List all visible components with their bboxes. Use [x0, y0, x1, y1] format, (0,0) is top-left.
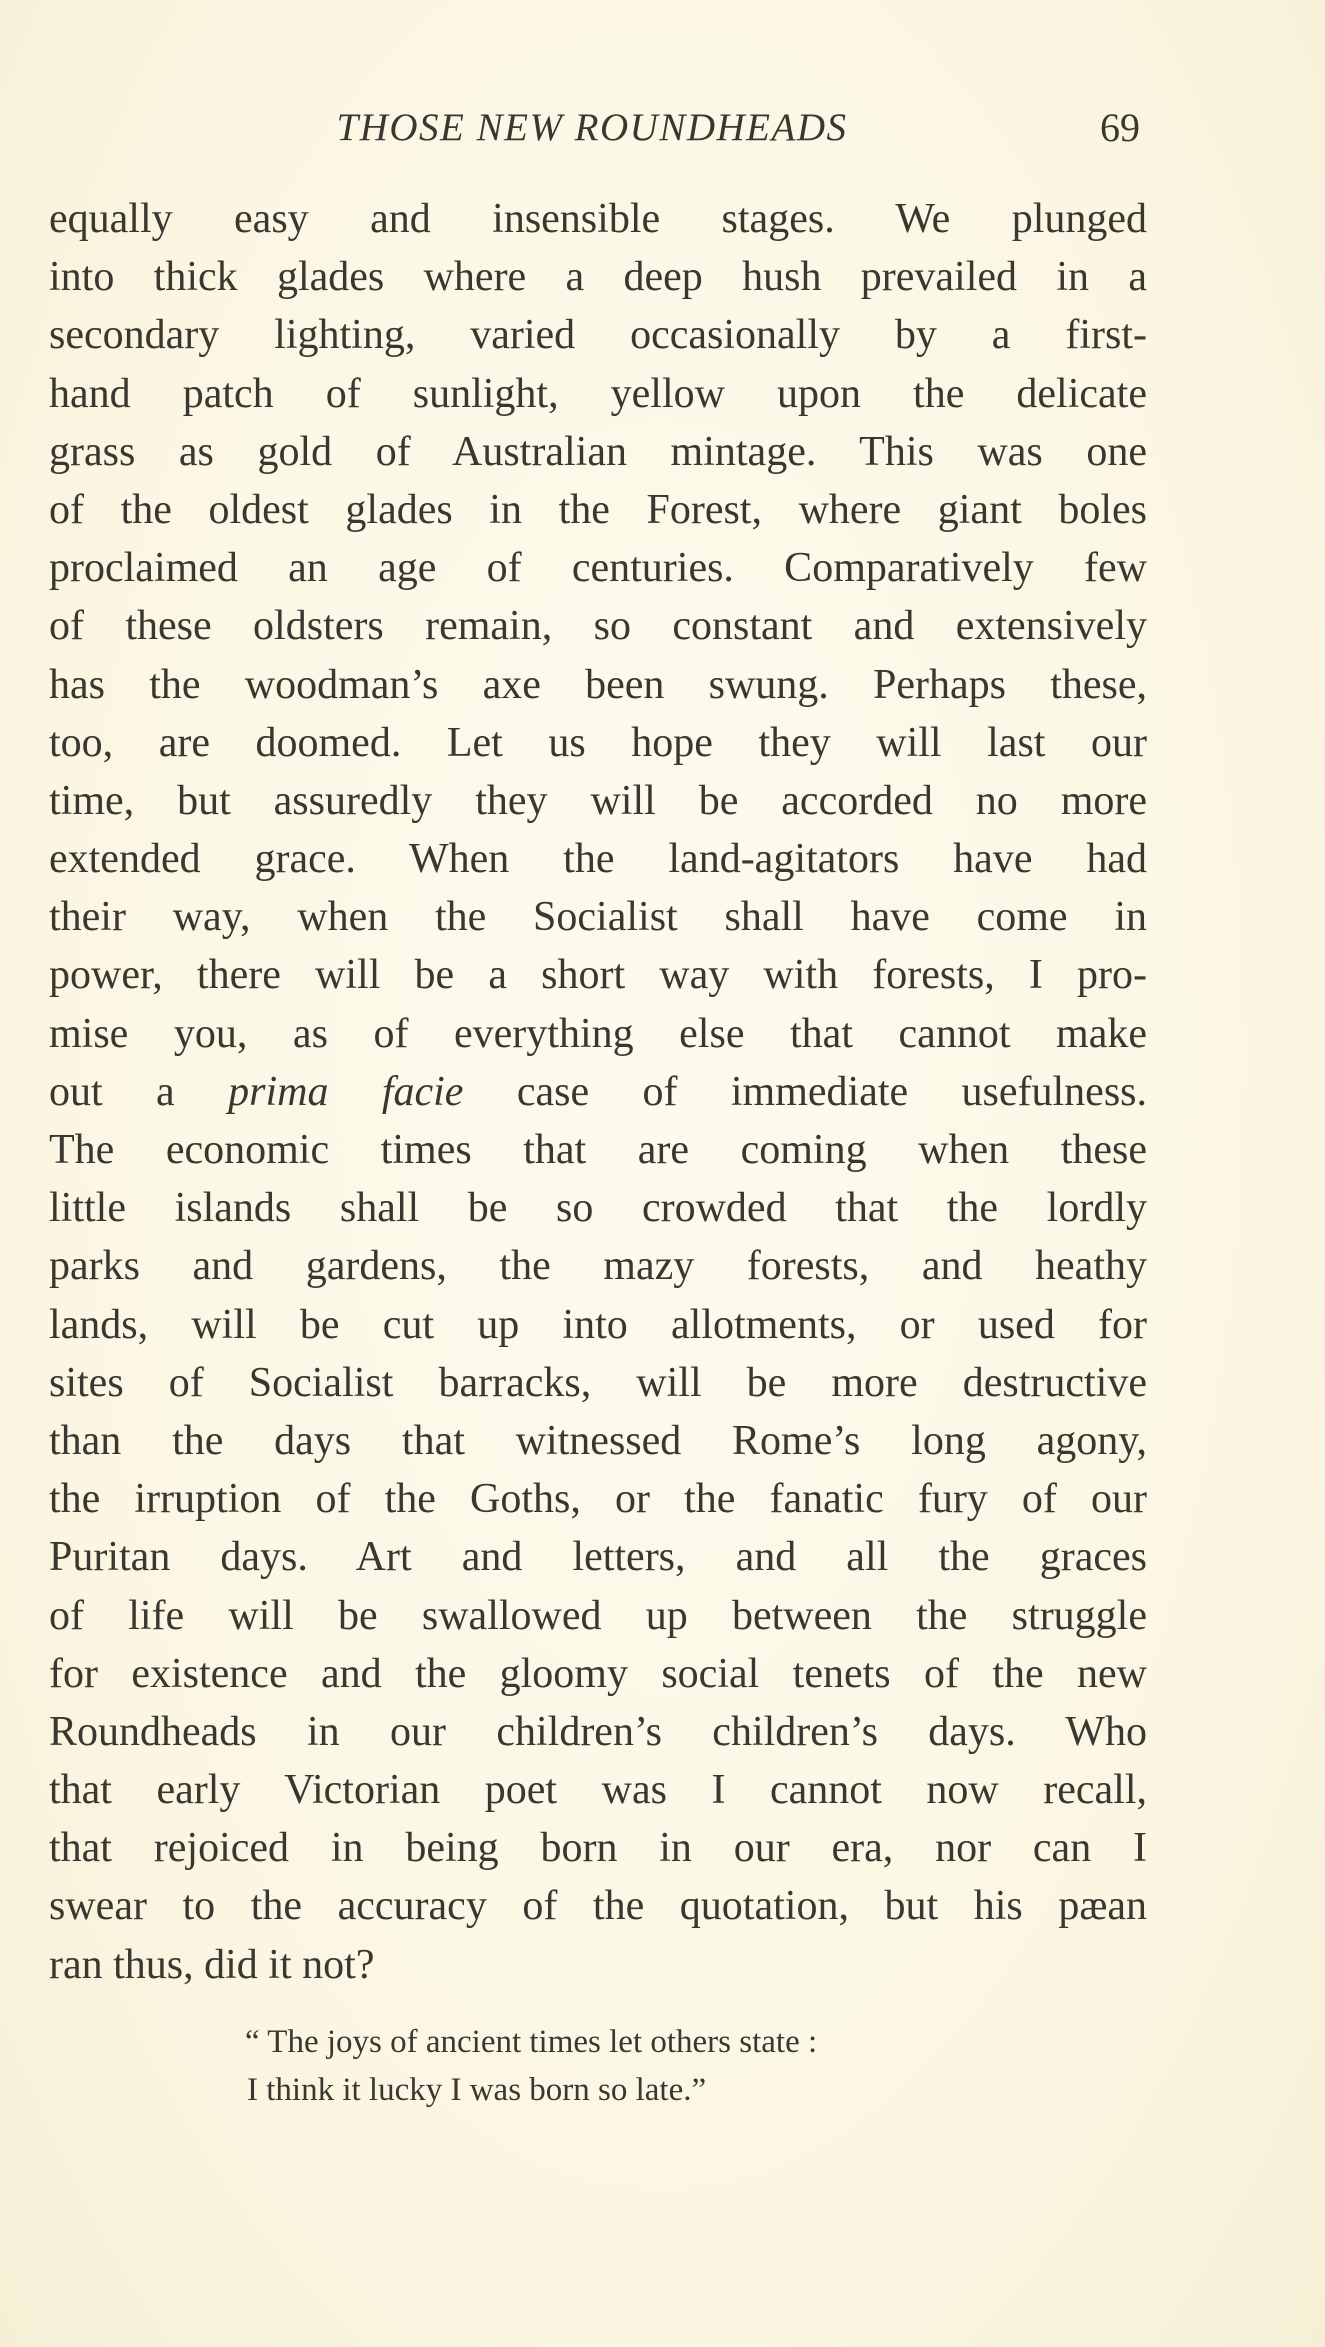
text-segment: too, are doomed. Let us hope they will last our: [49, 719, 1147, 766]
text-segment: hand patch of sunlight, yellow upon the delicate: [49, 370, 1147, 417]
text-line: [49, 888, 1147, 946]
text-line: [49, 1121, 1147, 1179]
text-segment: lands, will be cut up into allotments, or used for: [49, 1301, 1147, 1348]
text-segment: time, but assuredly they will be accorded no more: [49, 777, 1147, 824]
text-segment: sites of Socialist barracks, will be more destructive: [49, 1359, 1147, 1406]
text-line: [49, 1936, 1147, 1994]
text-segment: The economic times that are coming when these: [49, 1127, 1147, 1173]
text-line: [49, 539, 1147, 597]
text-line: [49, 714, 1147, 772]
text-segment: than the days that witnessed Rome’s long agony,: [49, 1417, 1147, 1464]
text-line: [49, 1703, 1147, 1761]
text-segment: Roundheads in our children’s children’s days. Who: [49, 1708, 1147, 1755]
text-line: [49, 946, 1147, 1004]
text-line: [49, 1528, 1147, 1586]
text-segment: secondary lighting, varied occasionally by a first-: [49, 312, 1147, 359]
text-segment: of the oldest glades in the Forest, where giant boles: [49, 486, 1147, 533]
text-segment: their way, when the Socialist shall have come in: [49, 894, 1147, 941]
text-segment: of these oldsters remain, so constant and extensively: [49, 603, 1147, 650]
text-segment: swear to the accuracy of the quotation, but his pæan: [49, 1883, 1147, 1930]
page-number: 69: [1100, 105, 1140, 150]
text-line: [49, 1237, 1147, 1295]
text-line: [49, 423, 1147, 481]
text-line: [49, 306, 1147, 364]
text-segment: of life will be swallowed up between the struggle: [49, 1592, 1147, 1639]
text-segment: Puritan days. Art and letters, and all the graces: [49, 1534, 1147, 1581]
verse-line: “ The joys of ancient times let others state :: [245, 2024, 818, 2060]
text-line: [49, 1179, 1147, 1237]
text-line: [49, 1412, 1147, 1470]
text-line: [49, 597, 1147, 655]
text-line: [49, 190, 1147, 248]
text-segment: that early Victorian poet was I cannot now recall,: [49, 1767, 1147, 1814]
text-segment: into thick glades where a deep hush prevailed in a: [49, 254, 1147, 301]
text-segment: out a: [49, 1068, 229, 1115]
text-segment: power, there will be a short way with forests, I pro-: [49, 952, 1147, 999]
text-line: [49, 1005, 1147, 1063]
text-line: [49, 1819, 1147, 1877]
text-line: [49, 1470, 1147, 1528]
text-segment: for existence and the gloomy social tenets of the new: [49, 1650, 1147, 1697]
text-segment: proclaimed an age of centuries. Comparatively few: [49, 545, 1147, 592]
text-segment: little islands shall be so crowded that the lordly: [49, 1185, 1147, 1232]
text-line: [49, 1645, 1147, 1703]
text-segment: extended grace. When the land-agitators have had: [49, 836, 1147, 883]
text-segment: has the woodman’s axe been swung. Perhaps these,: [49, 661, 1147, 708]
text-line: [49, 1877, 1147, 1935]
text-line: [49, 365, 1147, 423]
text-line: [49, 772, 1147, 830]
text-line: [49, 481, 1147, 539]
text-segment: ran thus, did it not?: [49, 1941, 375, 1988]
text-line: [49, 1761, 1147, 1819]
italic-phrase: prima facie: [228, 1068, 464, 1115]
text-segment: grass as gold of Australian mintage. This was one: [49, 428, 1147, 475]
text-segment: mise you, as of everything else that cannot make: [49, 1010, 1147, 1057]
text-line: [49, 656, 1147, 714]
text-line: [49, 1296, 1147, 1354]
running-head-title: THOSE NEW ROUNDHEADS: [336, 106, 848, 149]
text-segment: that rejoiced in being born in our era, nor can I: [49, 1825, 1147, 1872]
running-head: [0, 106, 1325, 150]
verse-quotation: [245, 2018, 817, 2114]
text-segment: the irruption of the Goths, or the fanatic fury of our: [49, 1476, 1147, 1523]
text-line: [49, 830, 1147, 888]
text-line: [49, 1587, 1147, 1645]
text-line: [49, 1354, 1147, 1412]
verse-line: I think it lucky I was born so late.”: [247, 2072, 707, 2108]
body-paragraph: [49, 190, 1147, 1994]
text-segment: case of immediate usefulness.: [463, 1068, 1148, 1115]
text-line: [49, 248, 1147, 306]
text-segment: parks and gardens, the mazy forests, and heathy: [49, 1243, 1147, 1290]
text-line: [49, 1063, 1147, 1121]
text-segment: equally easy and insensible stages. We plunged: [49, 196, 1147, 242]
